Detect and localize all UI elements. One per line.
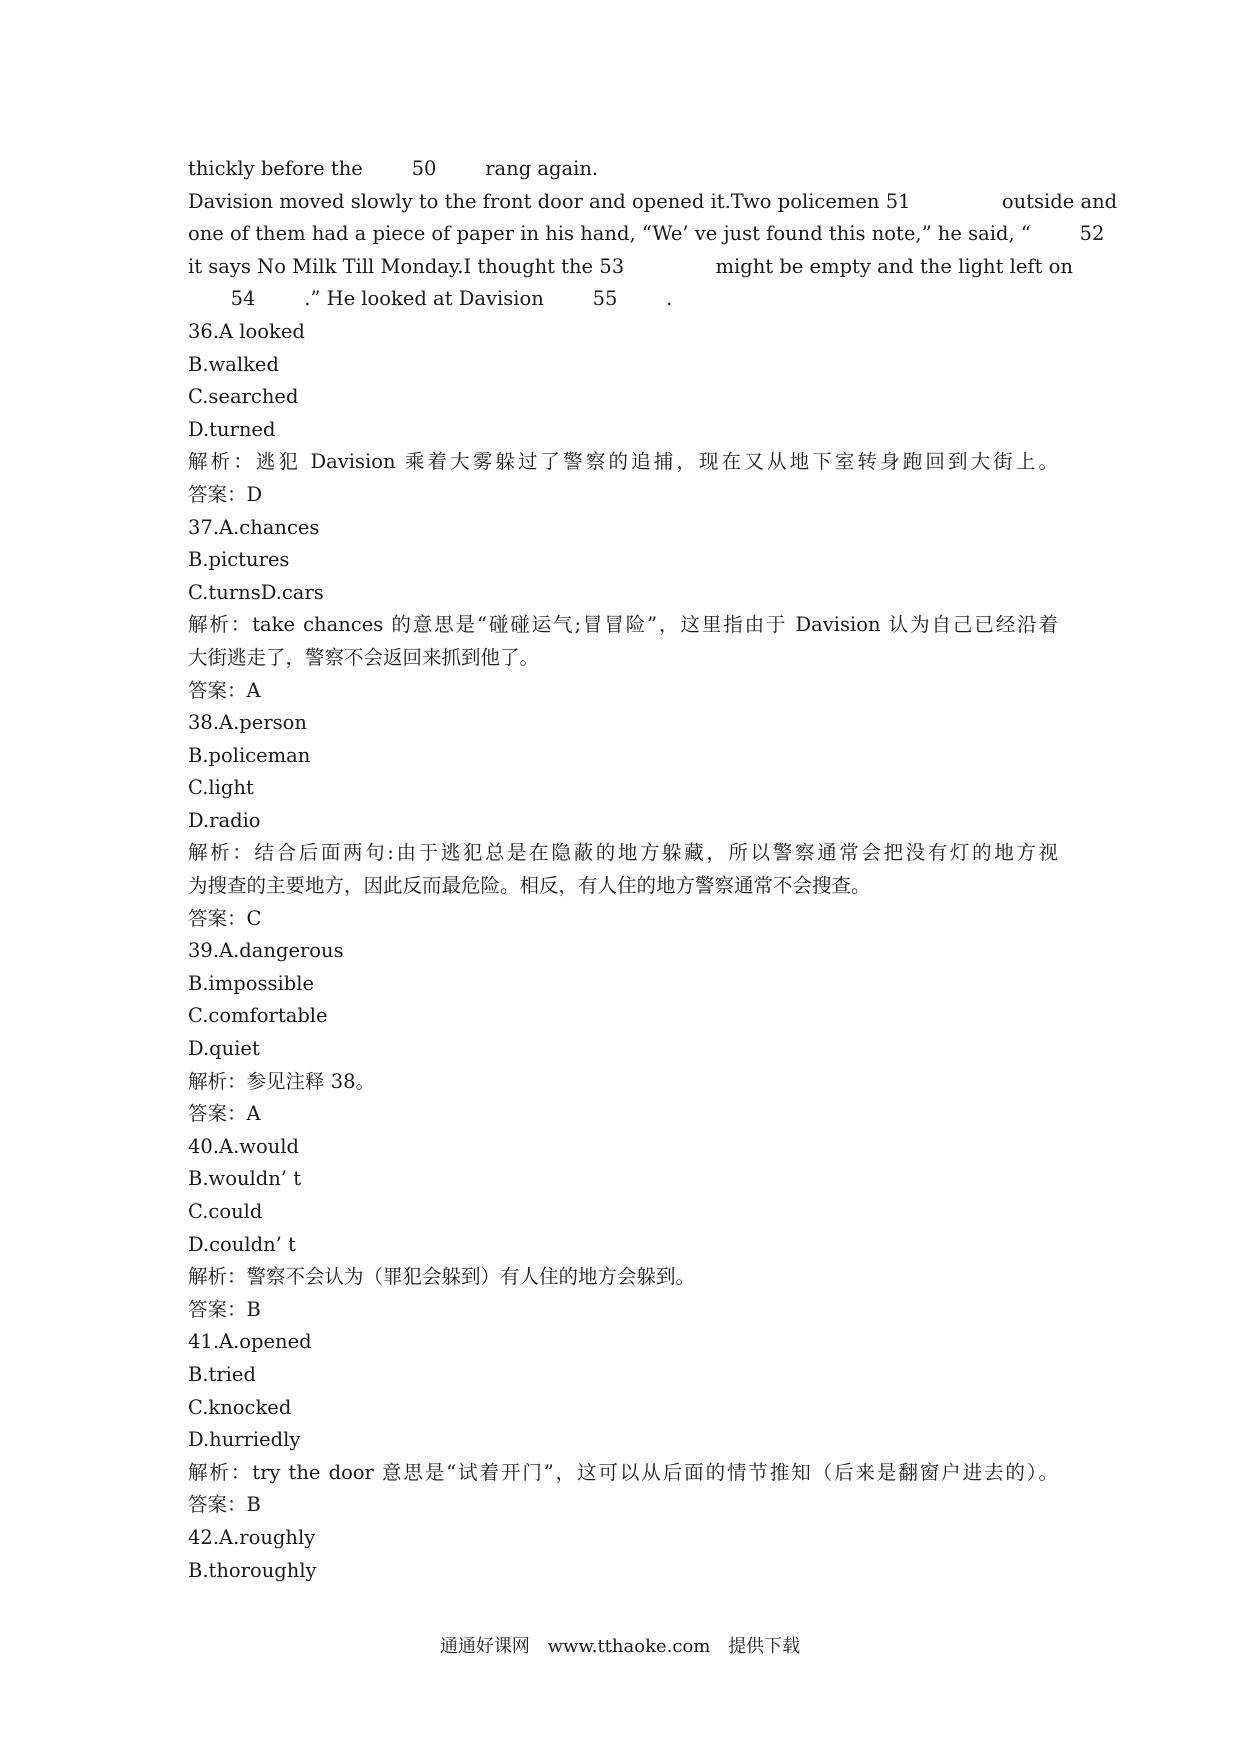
passage-text: it says No Milk Till Monday.I thought the bbox=[188, 254, 600, 278]
option-line: C.knocked bbox=[188, 1395, 292, 1419]
blank-number: 55 bbox=[592, 287, 618, 311]
option-line: B.tried bbox=[188, 1362, 256, 1386]
question-option-a: 39.A.dangerous bbox=[188, 939, 344, 963]
analysis-line: 解析：逃犯 Davision 乘着大雾躲过了警察的追捕，现在又从地下室转身跑回到大街上。 bbox=[188, 450, 1058, 474]
question-option-a: 38.A.person bbox=[188, 711, 307, 735]
option-line: B.pictures bbox=[188, 548, 290, 572]
page-footer bbox=[0, 1632, 1240, 1658]
analysis-line: 解析：take chances 的意思是“碰碰运气;冒冒险”，这里指由于 Davision 认为自己已经沿着 bbox=[188, 613, 1058, 637]
passage-text: rang again. bbox=[479, 157, 599, 180]
option-line: B.impossible bbox=[188, 971, 314, 995]
passage-text: .” He looked at Davision bbox=[298, 287, 550, 311]
passage-block bbox=[188, 153, 1118, 316]
passage-line bbox=[188, 283, 1058, 316]
analysis-line: 大街逃走了，警察不会返回来抓到他了。 bbox=[188, 645, 540, 669]
passage-text: Davision moved slowly to the front door and opened it.Two policemen bbox=[188, 189, 886, 213]
option-line: B.wouldn’ t bbox=[188, 1167, 302, 1191]
answer-line: 答案：B bbox=[188, 1493, 261, 1517]
answer-line: 答案：D bbox=[188, 482, 263, 506]
analysis-line: 为搜查的主要地方，因此反而最危险。相反，有人住的地方警察通常不会搜查。 bbox=[188, 874, 871, 898]
blank-number: 53 bbox=[599, 254, 625, 278]
question-option-a: 42.A.roughly bbox=[188, 1525, 316, 1549]
analysis-line: 解析：参见注释 38。 bbox=[188, 1069, 376, 1093]
passage-line bbox=[188, 153, 1058, 186]
footer-site-name: 通通好课网 bbox=[439, 1636, 530, 1657]
passage-text: . bbox=[659, 287, 673, 311]
option-line: B.walked bbox=[188, 352, 279, 376]
passage-line bbox=[188, 251, 1073, 284]
question-list bbox=[188, 316, 1058, 1587]
analysis-line: 解析：警察不会认为（罪犯会躲到）有人住的地方会躲到。 bbox=[188, 1265, 696, 1289]
option-line: C.turnsD.cars bbox=[188, 580, 324, 604]
answer-line: 答案：C bbox=[188, 906, 262, 930]
answer-line: 答案：B bbox=[188, 1297, 261, 1321]
option-line: C.searched bbox=[188, 385, 299, 409]
passage-text: one of them had a piece of paper in his hand, “We’ ve just found this note,” he said, “ bbox=[188, 222, 1038, 246]
option-line: D.quiet bbox=[188, 1037, 260, 1061]
passage-text: might be empty and the light left on bbox=[709, 254, 1073, 278]
option-line: D.turned bbox=[188, 417, 276, 441]
option-line: B.policeman bbox=[188, 743, 311, 767]
question-option-a: 37.A.chances bbox=[188, 515, 320, 539]
passage-line bbox=[188, 218, 1105, 251]
analysis-line: 解析：try the door 意思是“试着开门”，这可以从后面的情节推知（后来是翻窗户进去的）。 bbox=[188, 1460, 1058, 1484]
option-line: D.hurriedly bbox=[188, 1428, 301, 1452]
answer-line: 答案：A bbox=[188, 1102, 261, 1126]
option-line: C.could bbox=[188, 1200, 263, 1223]
analysis-line: 解析：结合后面两句:由于逃犯总是在隐蔽的地方躲藏，所以警察通常会把没有灯的地方视 bbox=[188, 841, 1058, 865]
blank-number: 51 bbox=[885, 189, 911, 213]
document-body bbox=[188, 153, 1118, 1587]
option-line: D.radio bbox=[188, 808, 261, 832]
question-option-a: 41.A.opened bbox=[188, 1330, 312, 1354]
footer-url[interactable]: www.tthaoke.com bbox=[547, 1636, 711, 1657]
option-line: D.couldn’ t bbox=[188, 1232, 296, 1256]
option-line: B.thoroughly bbox=[188, 1558, 317, 1582]
passage-line bbox=[188, 186, 1118, 219]
blank-number: 54 bbox=[230, 287, 256, 311]
option-line: C.comfortable bbox=[188, 1004, 328, 1028]
blank-number: 50 bbox=[411, 157, 437, 180]
passage-text: outside and bbox=[995, 189, 1118, 213]
footer-suffix: 提供下载 bbox=[728, 1636, 801, 1657]
option-line: C.light bbox=[188, 776, 254, 800]
question-option-a: 40.A.would bbox=[188, 1134, 300, 1158]
question-option-a: 36.A looked bbox=[188, 319, 305, 343]
answer-line: 答案：A bbox=[188, 678, 261, 702]
blank-number: 52 bbox=[1079, 222, 1105, 246]
passage-text: thickly before the bbox=[188, 157, 369, 180]
